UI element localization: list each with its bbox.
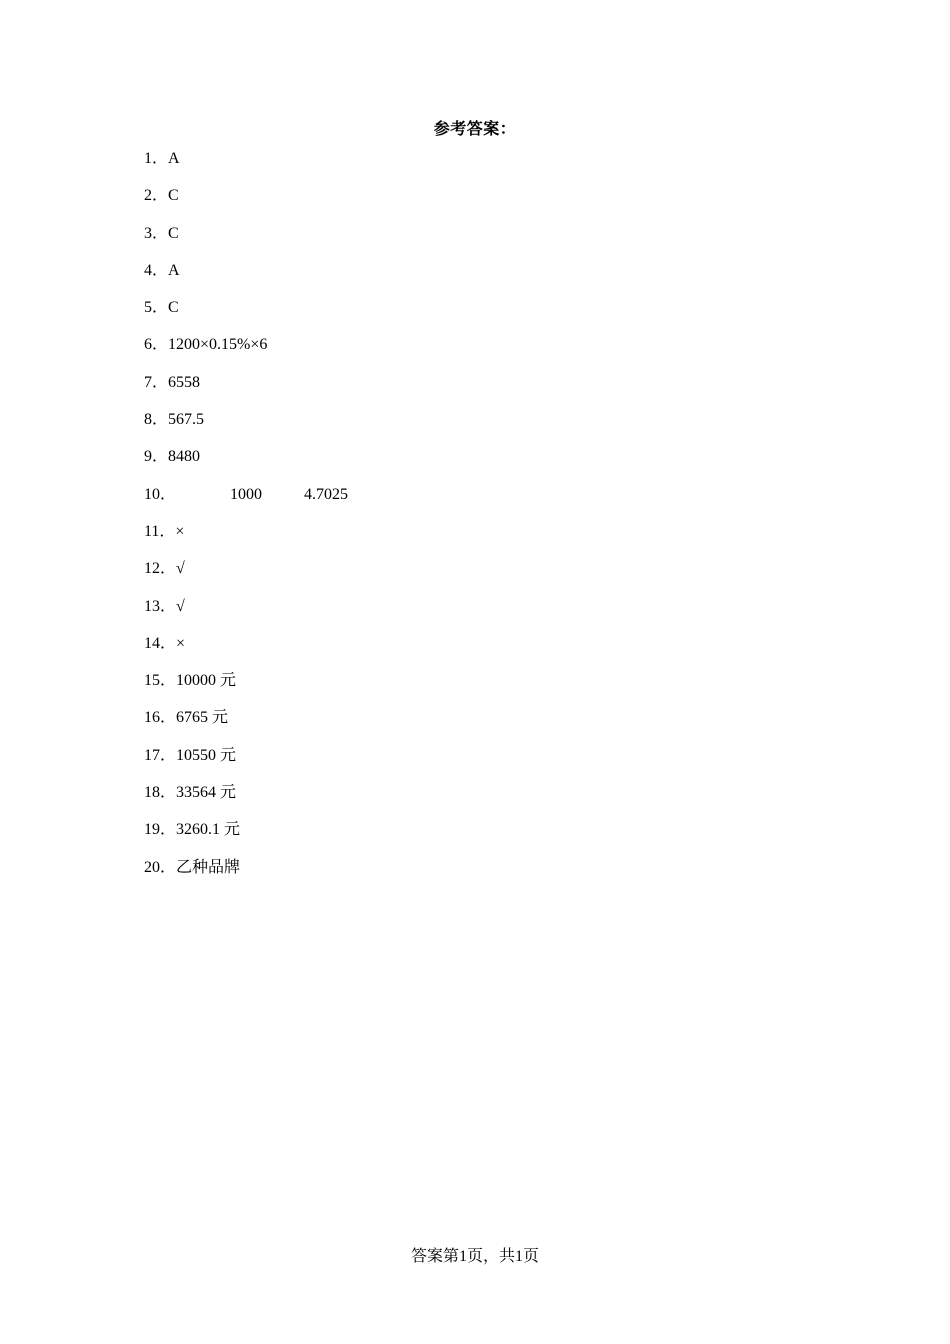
answer-item-2 — [144, 186, 844, 223]
answer-value: 10550 元 — [176, 746, 237, 764]
answer-number: 1． — [144, 150, 169, 167]
page-footer: 答案第1页，共1页 — [410, 1248, 539, 1265]
answer-list — [144, 149, 844, 895]
answer-value: 33564 元 — [176, 784, 237, 802]
answer-item-11 — [144, 522, 844, 559]
answer-number: 2． — [144, 187, 169, 205]
answer-item-9 — [144, 447, 844, 484]
answer-number: 14． — [144, 634, 177, 652]
answer-number: 16． — [144, 709, 177, 727]
answer-number: 4． — [144, 261, 169, 279]
answer-item-3 — [144, 224, 844, 261]
answer-item-13 — [144, 597, 844, 634]
answer-number: 11． — [144, 522, 176, 540]
answer-number: 15． — [144, 672, 177, 690]
answer-blank-2: 4.7025 — [304, 485, 349, 503]
answer-number: 18． — [144, 784, 177, 802]
answer-value: × — [175, 522, 185, 540]
answer-value: 1200×0.15%×6 — [168, 336, 268, 354]
answer-number: 3． — [144, 224, 169, 242]
answer-item-15 — [144, 671, 844, 708]
answer-number: 9． — [144, 448, 169, 466]
answer-item-14 — [144, 634, 844, 671]
answer-value: √ — [176, 597, 185, 615]
answer-item-19 — [144, 820, 844, 857]
answer-number: 6． — [144, 336, 169, 354]
answer-value: 6765 元 — [176, 709, 229, 727]
answer-value: 567.5 — [168, 411, 205, 429]
answer-value: √ — [176, 560, 185, 578]
answer-value: C — [168, 299, 179, 317]
answer-number: 19． — [144, 821, 177, 839]
answer-value: C — [168, 224, 179, 242]
answer-value: 3260.1 元 — [176, 821, 241, 839]
answer-item-5 — [144, 298, 844, 335]
answer-item-1 — [144, 149, 844, 186]
answer-number: 12． — [144, 560, 177, 578]
answer-item-16 — [144, 708, 844, 745]
answer-value: 8480 — [168, 448, 201, 466]
page-title: 参考答案： — [433, 121, 517, 138]
answer-value: × — [176, 634, 186, 652]
answer-number: 17． — [144, 746, 177, 764]
answer-item-17 — [144, 746, 844, 783]
answer-item-18 — [144, 783, 844, 820]
answer-item-12 — [144, 559, 844, 596]
answer-item-20 — [144, 858, 844, 895]
answer-number: 7． — [144, 373, 169, 391]
answer-item-7 — [144, 373, 844, 410]
answer-value: 10000 元 — [176, 672, 237, 690]
answer-item-4 — [144, 261, 844, 298]
answer-item-8 — [144, 410, 844, 447]
answer-value: 乙种品牌 — [176, 858, 241, 876]
answer-value: C — [168, 187, 179, 205]
answer-number: 13． — [144, 597, 177, 615]
answer-value: A — [168, 150, 180, 167]
answer-number: 10． — [144, 485, 177, 503]
answer-item-6 — [144, 335, 844, 372]
answer-item-10 — [144, 485, 844, 522]
answer-value: 6558 — [168, 373, 201, 391]
answer-blank-1: 1000 — [230, 485, 263, 503]
answer-number: 20． — [144, 858, 177, 876]
answer-value: A — [168, 261, 180, 279]
answer-number: 5． — [144, 299, 169, 317]
answer-number: 8． — [144, 411, 169, 429]
